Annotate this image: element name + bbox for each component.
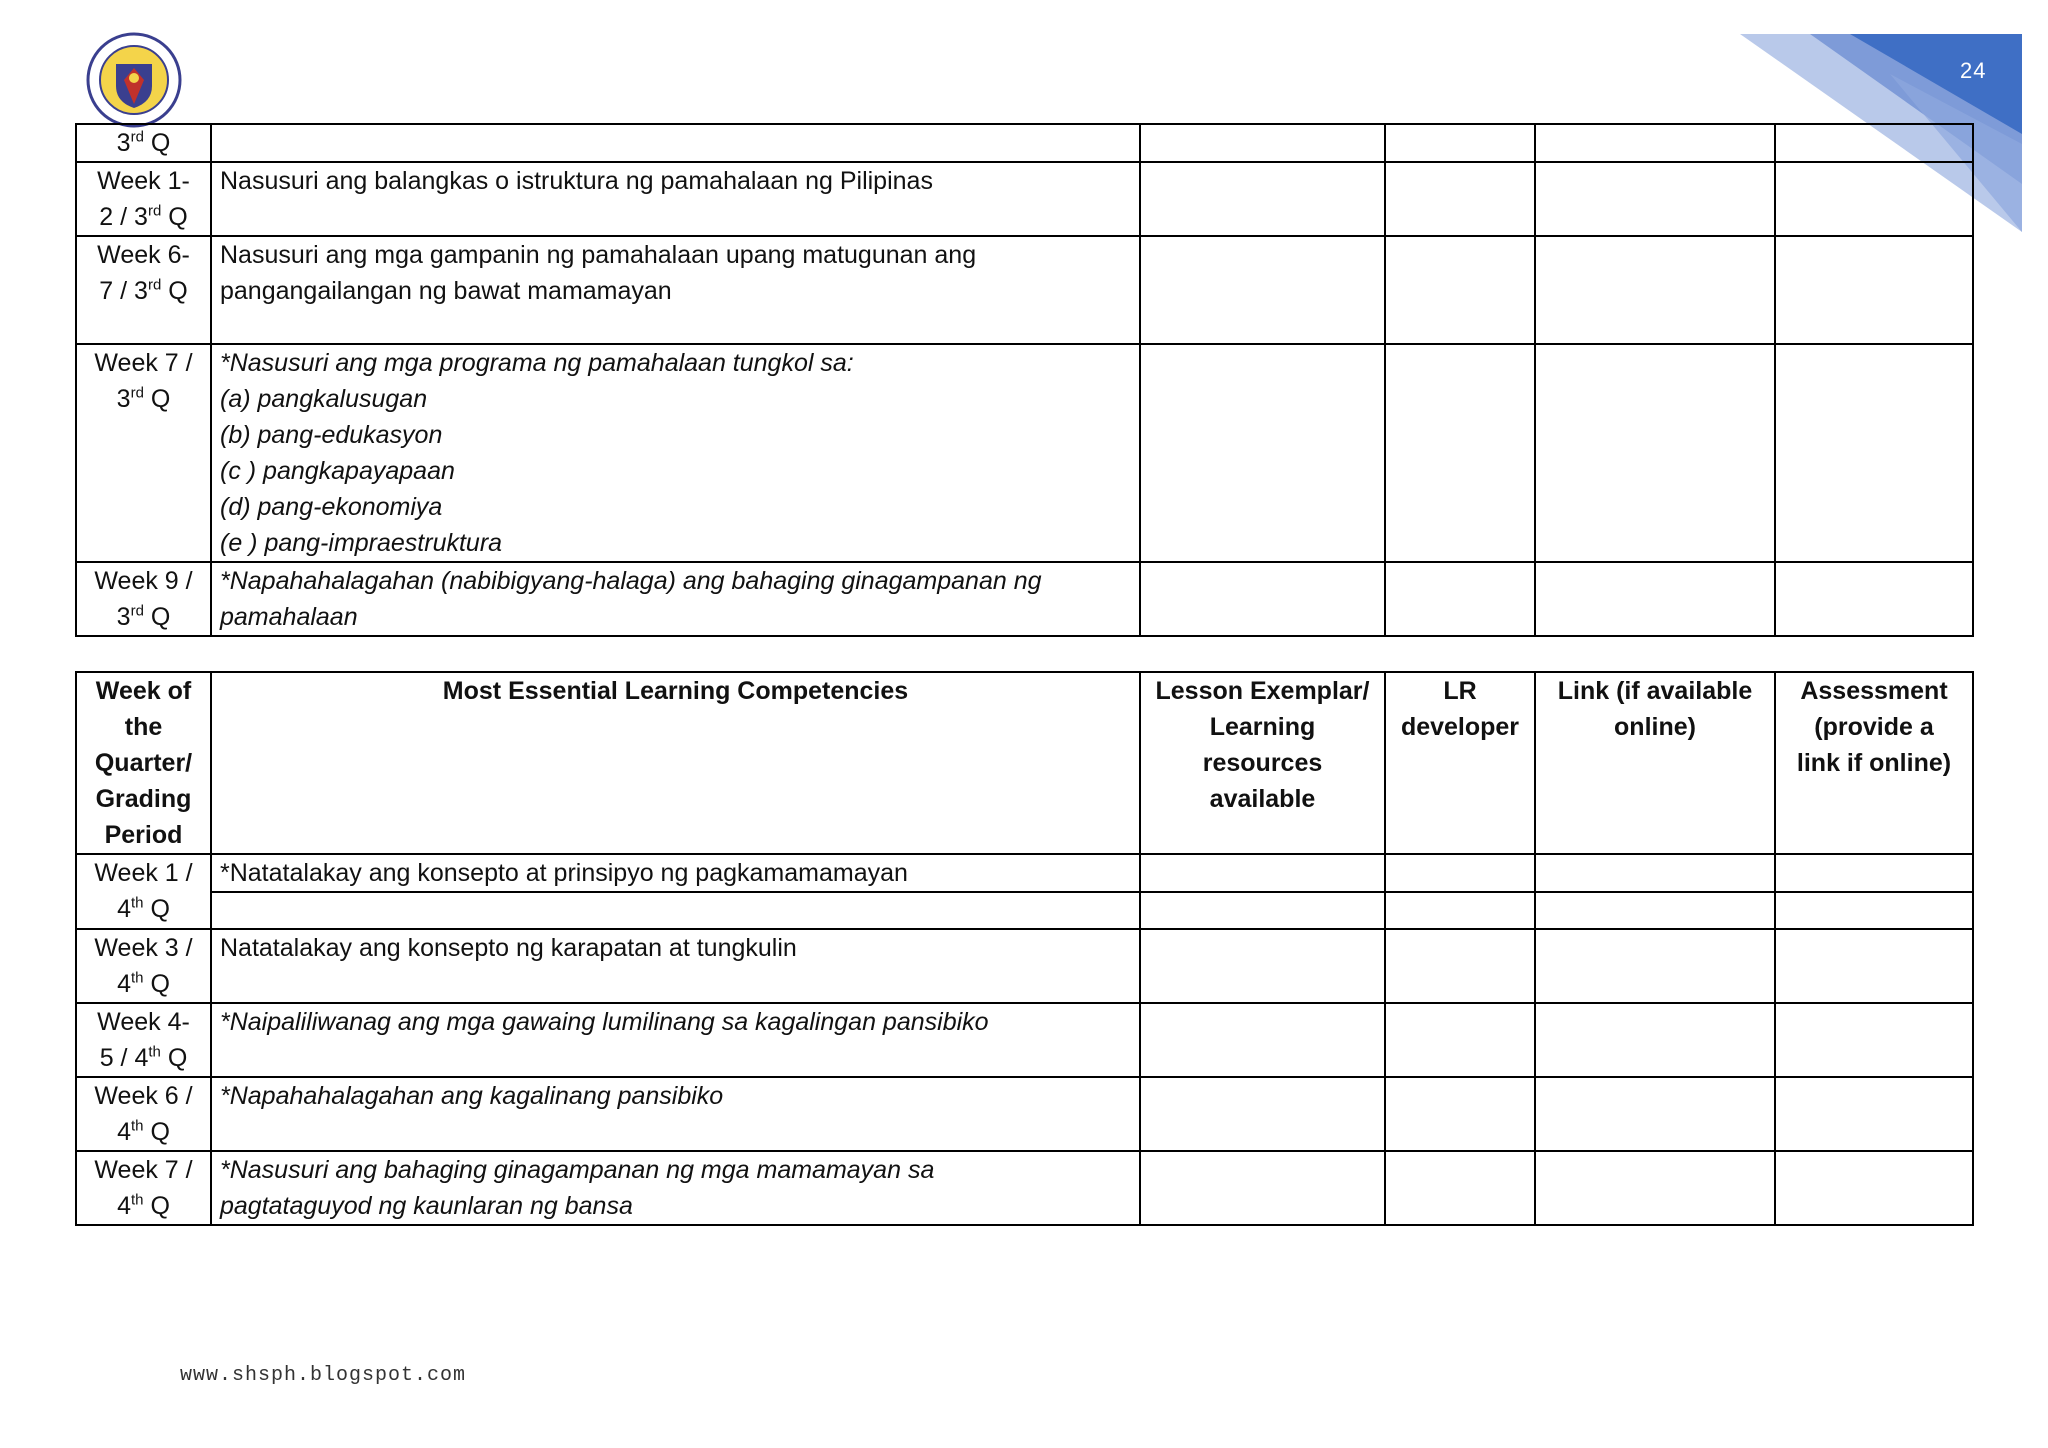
header-link: Link (if available online) <box>1535 672 1775 854</box>
lesson-cell <box>1140 236 1385 344</box>
week-cell: Week 9 / 3rd Q <box>76 562 211 636</box>
page-number: 24 <box>1960 58 1987 83</box>
lr-cell <box>1385 1077 1535 1151</box>
assessment-cell <box>1775 562 1973 636</box>
competency-cell: Nasusuri ang balangkas o istruktura ng pamahalaan ng Pilipinas <box>211 162 1140 236</box>
lr-cell <box>1385 162 1535 236</box>
table-row <box>76 1003 1973 1077</box>
competency-cell <box>211 124 1140 162</box>
lr-cell <box>1385 1151 1535 1225</box>
lr-cell <box>1385 929 1535 1003</box>
lesson-cell <box>1140 1151 1385 1225</box>
competency-cell: Natatalakay ang konsepto ng karapatan at tungkulin <box>211 929 1140 1003</box>
week-cell: Week 7 / 3rd Q <box>76 344 211 562</box>
lesson-cell <box>1140 562 1385 636</box>
assessment-cell <box>1775 236 1973 344</box>
lesson-cell <box>1140 854 1385 892</box>
header-assessment: Assessment (provide a link if online) <box>1775 672 1973 854</box>
week-cell: Week 1- 2 / 3rd Q <box>76 162 211 236</box>
competency-table-4th-quarter <box>75 671 1974 1226</box>
lr-cell <box>1385 562 1535 636</box>
table-row <box>76 929 1973 1003</box>
link-cell <box>1535 854 1775 892</box>
table-row <box>76 1151 1973 1225</box>
lr-cell <box>1385 124 1535 162</box>
link-cell <box>1535 124 1775 162</box>
week-cell: Week 3 / 4th Q <box>76 929 211 1003</box>
table-row <box>76 344 1973 562</box>
competency-cell: *Nasusuri ang mga programa ng pamahalaan tungkol sa: (a) pangkalusugan (b) pang-edukasyon (c ) pangkapayapaan (d) pang-ekonomiya (e ) pang-impraestruktura <box>211 344 1140 562</box>
competency-cell: *Napahahalagahan (nabibigyang-halaga) ang bahaging ginagampanan ng pamahalaan <box>211 562 1140 636</box>
header-week: Week of the Quarter/ Grading Period <box>76 672 211 854</box>
assessment-cell <box>1775 854 1973 892</box>
competency-cell <box>211 892 1140 929</box>
week-cell: Week 6 / 4th Q <box>76 1077 211 1151</box>
competency-table-3rd-quarter <box>75 123 1974 637</box>
table-row <box>76 892 1973 929</box>
competency-cell: Nasusuri ang mga gampanin ng pamahalaan upang matugunan ang pangangailangan ng bawat mamamayan <box>211 236 1140 344</box>
assessment-cell <box>1775 892 1973 929</box>
lesson-cell <box>1140 344 1385 562</box>
assessment-cell <box>1775 1003 1973 1077</box>
week-cell: Week 6- 7 / 3rd Q <box>76 236 211 344</box>
table-row <box>76 124 1973 162</box>
link-cell <box>1535 344 1775 562</box>
lesson-cell <box>1140 1077 1385 1151</box>
footer-website: www.shsph.blogspot.com <box>180 1364 467 1387</box>
table-row <box>76 236 1973 344</box>
lr-cell <box>1385 854 1535 892</box>
table-row <box>76 562 1973 636</box>
table-row <box>76 162 1973 236</box>
competency-cell: *Nasusuri ang bahaging ginagampanan ng mga mamamayan sa pagtataguyod ng kaunlaran ng bansa <box>211 1151 1140 1225</box>
link-cell <box>1535 162 1775 236</box>
link-cell <box>1535 929 1775 1003</box>
lr-cell <box>1385 1003 1535 1077</box>
header-melc: Most Essential Learning Competencies <box>211 672 1140 854</box>
lesson-cell <box>1140 892 1385 929</box>
lesson-cell <box>1140 929 1385 1003</box>
header-lesson: Lesson Exemplar/ Learning resources available <box>1140 672 1385 854</box>
assessment-cell <box>1775 124 1973 162</box>
lr-cell <box>1385 892 1535 929</box>
header-lr-developer: LR developer <box>1385 672 1535 854</box>
table-row <box>76 1077 1973 1151</box>
assessment-cell <box>1775 1077 1973 1151</box>
link-cell <box>1535 892 1775 929</box>
competency-cell: *Naipaliliwanag ang mga gawaing lumilinang sa kagalingan pansibiko <box>211 1003 1140 1077</box>
lesson-cell <box>1140 124 1385 162</box>
lr-cell <box>1385 236 1535 344</box>
week-cell: Week 1 / 4th Q <box>76 854 211 929</box>
link-cell <box>1535 562 1775 636</box>
link-cell <box>1535 1151 1775 1225</box>
assessment-cell <box>1775 1151 1973 1225</box>
assessment-cell <box>1775 929 1973 1003</box>
deped-seal-logo <box>86 32 182 128</box>
week-cell: Week 7 / 4th Q <box>76 1151 211 1225</box>
header-row <box>76 672 1973 854</box>
link-cell <box>1535 1003 1775 1077</box>
lesson-cell <box>1140 162 1385 236</box>
assessment-cell <box>1775 344 1973 562</box>
week-cell: 3rd Q <box>76 124 211 162</box>
week-cell: Week 4- 5 / 4th Q <box>76 1003 211 1077</box>
competency-cell: *Natatalakay ang konsepto at prinsipyo ng pagkamamamayan <box>211 854 1140 892</box>
link-cell <box>1535 1077 1775 1151</box>
lr-cell <box>1385 344 1535 562</box>
competency-cell: *Napahahalagahan ang kagalinang pansibiko <box>211 1077 1140 1151</box>
assessment-cell <box>1775 162 1973 236</box>
lesson-cell <box>1140 1003 1385 1077</box>
table-row <box>76 854 1973 892</box>
link-cell <box>1535 236 1775 344</box>
